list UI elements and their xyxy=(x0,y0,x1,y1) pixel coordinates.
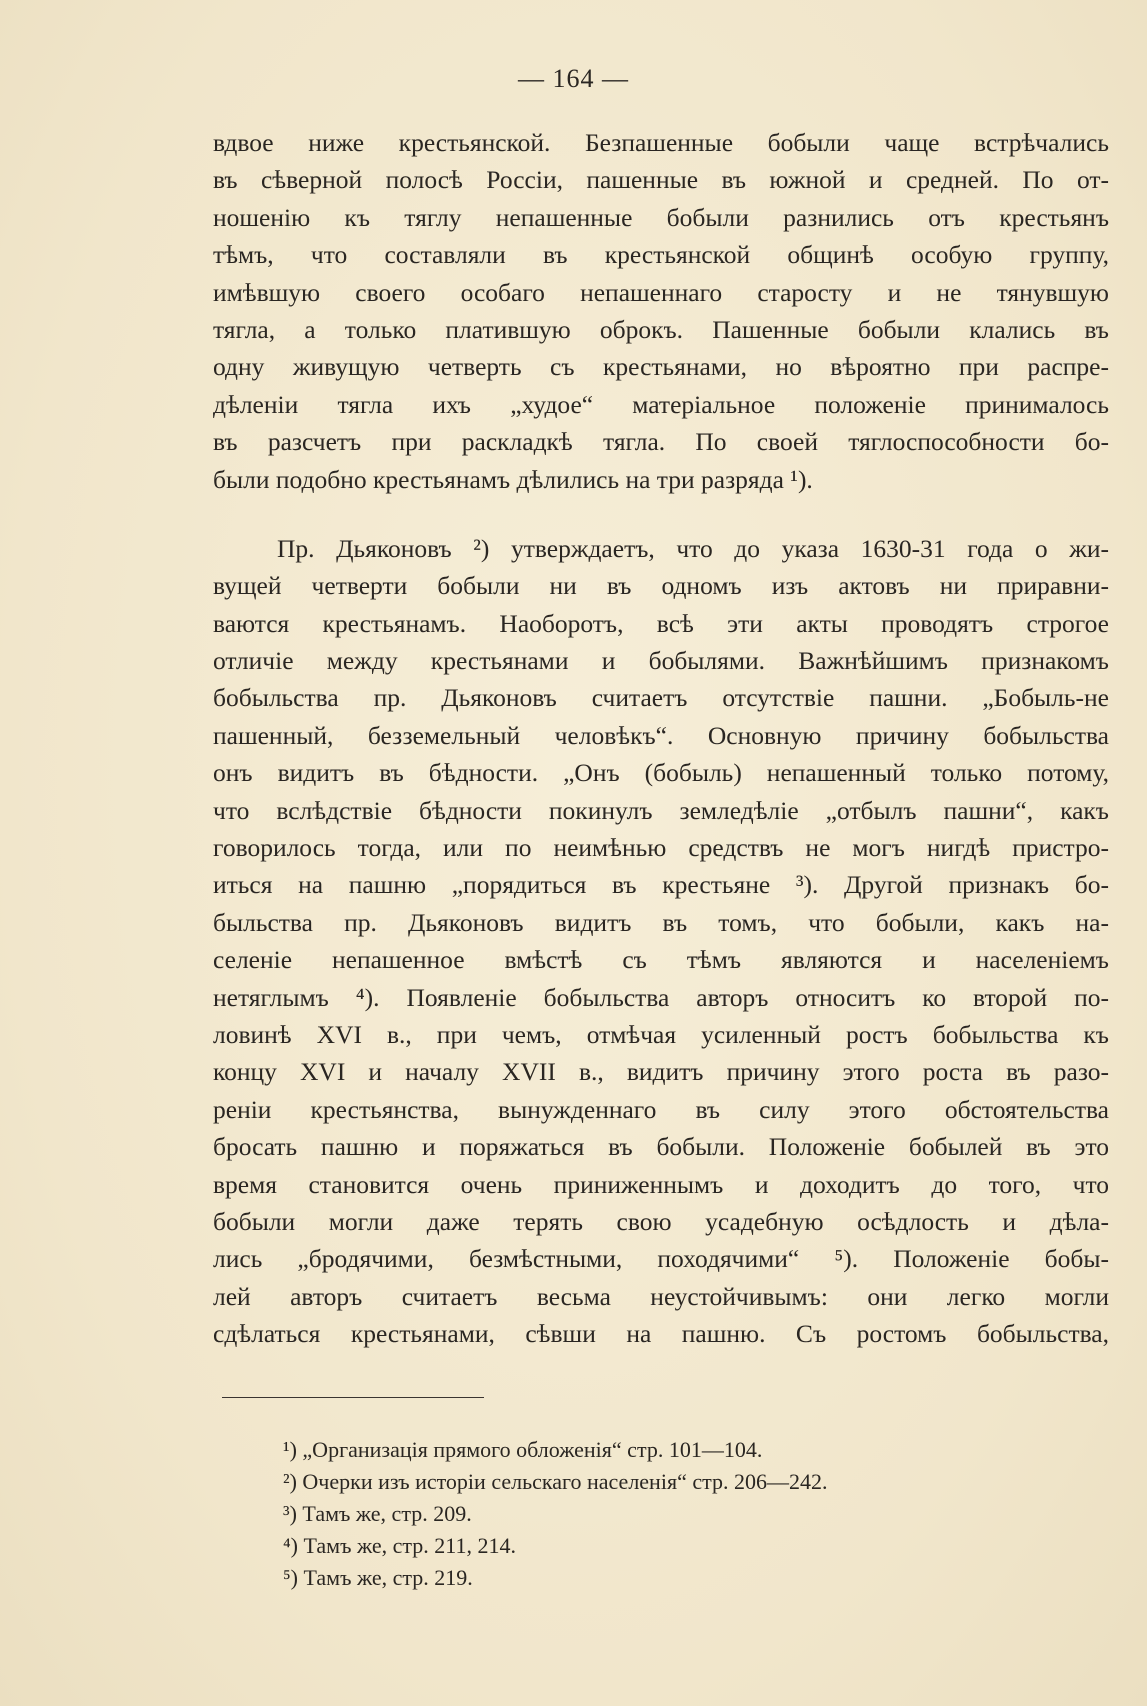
paragraph-gap xyxy=(213,498,1109,530)
text-line: лись „бродячими, безмѣстными, походячими“ ⁵). Положеніе бобы- xyxy=(213,1244,1109,1274)
paragraph xyxy=(213,124,1109,498)
text-line: пашенный, безземельный человѣкъ“. Основную причину бобыльства xyxy=(213,720,1109,750)
text-line: ношенію къ тяглу непашенные бобыли разнились отъ крестьянъ xyxy=(213,202,1109,232)
paragraph xyxy=(213,530,1109,1353)
text-line: говорилось тогда, или по неимѣнью средствъ не могъ нигдѣ пристро- xyxy=(213,833,1109,863)
footnote: ²) Очерки изъ исторіи сельскаго населенія“ стр. 206—242. xyxy=(283,1469,828,1494)
text-line: бросать пашню и поряжаться въ бобыли. Положеніе бобылей въ это xyxy=(213,1132,1109,1162)
footnote: ⁵) Тамъ же, стр. 219. xyxy=(283,1565,473,1590)
text-line: дѣленіи тягла ихъ „худое“ матеріальное положеніе принималось xyxy=(213,389,1109,419)
text-line: иться на пашню „порядиться въ крестьяне ³). Другой признакъ бо- xyxy=(213,870,1109,900)
text-line: тѣмъ, что составляли въ крестьянской общинѣ особую группу, xyxy=(213,240,1109,270)
text-line: бобыли могли даже терять свою усадебную осѣдлость и дѣла- xyxy=(213,1206,1109,1236)
text-line: въ сѣверной полосѣ Россіи, пашенные въ южной и средней. По от- xyxy=(213,165,1109,195)
text-line: были подобно крестьянамъ дѣлились на три разряда ¹). xyxy=(213,464,813,494)
body-text xyxy=(213,124,1109,1353)
text-line: реніи крестьянства, вынужденнаго въ силу этого обстоятельства xyxy=(213,1094,1109,1124)
text-line: вущей четверти бобыли ни въ одномъ изъ актовъ ни приравни- xyxy=(213,571,1109,601)
page-number: — 164 — xyxy=(518,64,629,93)
text-line: время становится очень приниженнымъ и доходитъ до того, что xyxy=(213,1169,1109,1199)
text-line: тягла, а только платившую оброкъ. Пашенные бобыли клались въ xyxy=(213,314,1109,344)
text-line: Пр. Дьяконовъ ²) утверждаетъ, что до указа 1630-31 года о жи- xyxy=(277,533,1109,563)
text-line: отличіе между крестьянами и бобылями. Важнѣйшимъ признакомъ xyxy=(213,646,1109,676)
text-line: сдѣлаться крестьянами, сѣвши на пашню. Съ ростомъ бобыльства, xyxy=(213,1319,1109,1349)
text-line: одну живущую четверть съ крестьянами, но вѣроятно при распре- xyxy=(213,352,1109,382)
text-line: нетяглымъ ⁴). Появленіе бобыльства авторъ относитъ ко второй по- xyxy=(213,982,1109,1012)
text-line: лей авторъ считаетъ весьма неустойчивымъ: они легко могли xyxy=(213,1281,1109,1311)
text-line: онъ видитъ въ бѣдности. „Онъ (бобыль) непашенный только потому, xyxy=(213,758,1109,788)
text-line: вдвое ниже крестьянской. Безпашенные бобыли чаще встрѣчались xyxy=(213,128,1109,157)
footnote: ⁴) Тамъ же, стр. 211, 214. xyxy=(283,1533,516,1558)
footnote-divider xyxy=(222,1397,484,1398)
text-line: что вслѣдствіе бѣдности покинулъ земледѣліе „отбылъ пашни“, какъ xyxy=(213,795,1109,825)
text-line: бобыльства пр. Дьяконовъ считаетъ отсутствіе пашни. „Бобыль-не xyxy=(213,683,1109,713)
text-line: въ разсчетъ при раскладкѣ тягла. По своей тяглоспособности бо- xyxy=(213,427,1109,457)
footnote: ¹) „Организація прямого обложенія“ стр. 101—104. xyxy=(283,1437,763,1462)
text-line: ваются крестьянамъ. Наоборотъ, всѣ эти акты проводятъ строгое xyxy=(213,608,1109,638)
text-line: ловинѣ XVI в., при чемъ, отмѣчая усиленный ростъ бобыльства къ xyxy=(213,1019,1109,1049)
text-line: имѣвшую своего особаго непашеннаго старосту и не тянувшую xyxy=(213,277,1109,307)
footnotes xyxy=(283,1434,1083,1594)
footnote: ³) Тамъ же, стр. 209. xyxy=(283,1501,472,1526)
text-line: селеніе непашенное вмѣстѣ съ тѣмъ являются и населеніемъ xyxy=(213,945,1109,975)
text-line: концу XVI и началу XVII в., видитъ причину этого роста въ разо- xyxy=(213,1057,1109,1087)
text-line: быльства пр. Дьяконовъ видитъ въ томъ, что бобыли, какъ на- xyxy=(213,907,1109,937)
